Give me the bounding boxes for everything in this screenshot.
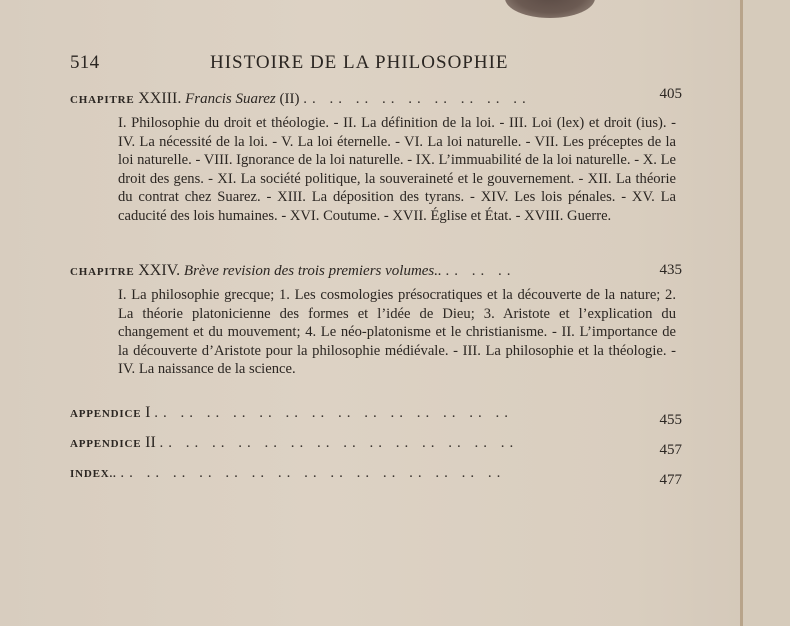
appendix-page: 457 (659, 442, 682, 458)
chapter-title-suffix: (II) (279, 91, 300, 107)
appendix-page: 455 (659, 412, 682, 428)
toc-entry-chapter-23 (70, 86, 682, 226)
index-label: INDEX.. (70, 468, 117, 480)
running-title: HISTOIRE DE LA PHILOSOPHIE (210, 52, 509, 73)
dot-leader: .. .. .. .. .. .. .. .. .. .. .. .. .. .. (159, 435, 519, 451)
chapter-numeral: XXIV. (138, 262, 181, 279)
chapter-page: 405 (659, 86, 682, 102)
chapter-title: Francis Suarez (185, 91, 276, 107)
chapter-page: 435 (659, 262, 682, 278)
appendix-label: APPENDICE (70, 408, 142, 420)
thumb-shadow (505, 0, 595, 18)
chapter-label: CHAPITRE (70, 94, 135, 106)
dot-leader: .. .. .. .. .. .. .. .. .. .. .. .. .. .. .. (120, 465, 506, 481)
toc-entry-index (70, 464, 682, 486)
chapter-summary: I. La philosophie grecque; 1. Les cosmologies présocratiques et la découverte de la nature; 2. La théorie platonicienne des formes et l’idée de Dieu; 3. Aristote et l’explication du changement et du mouvement; 4. Le néo-platonisme et le christianisme. - II. L’importance de la découverte d’Aristote pour la philosophie médiévale. - III. La philosophie et la théologie. - IV. La naissance de la science. (118, 287, 676, 378)
toc-entry-appendix-2 (70, 434, 682, 456)
dot-leader: .. .. .. (445, 263, 516, 279)
toc-entry-appendix-1 (70, 404, 682, 426)
chapter-label: CHAPITRE (70, 266, 135, 278)
chapter-title: Brève revision des trois premiers volumes.. (183, 263, 442, 279)
chapter-numeral: XXIII. (138, 90, 182, 107)
appendix-label: APPENDICE (70, 438, 142, 450)
toc-entry-chapter-24 (70, 262, 682, 379)
appendix-numeral: II (145, 434, 156, 451)
index-page: 477 (659, 472, 682, 488)
dot-leader: .. .. .. .. .. .. .. .. .. (303, 91, 531, 107)
page-number: 514 (70, 52, 100, 73)
dot-leader: .. .. .. .. .. .. .. .. .. .. .. .. .. .. (154, 405, 513, 421)
facing-page-edge (743, 0, 790, 626)
chapter-summary: I. Philosophie du droit et théologie. - II. La définition de la loi. - III. Loi (lex) et droit (ius). - IV. La nécessité de la loi. - V. La loi éternelle. - VI. La loi naturelle. - VII. Les préceptes de la loi naturelle. - VIII. Ignorance de la loi naturelle. - IX. L’immuabilité de la loi naturelle. - X. Le droit des gens. - XI. La société politique, la souveraineté et le gouvernement. - XII. La théorie du contrat chez Suarez. - XIII. La déposition des tyrans. - XIV. Les lois pénales. - XV. La caducité des lois humaines. - XVI. Coutume. - XVII. Église et État. - XVIII. Guerre. (118, 115, 676, 224)
appendix-numeral: I (145, 404, 151, 421)
